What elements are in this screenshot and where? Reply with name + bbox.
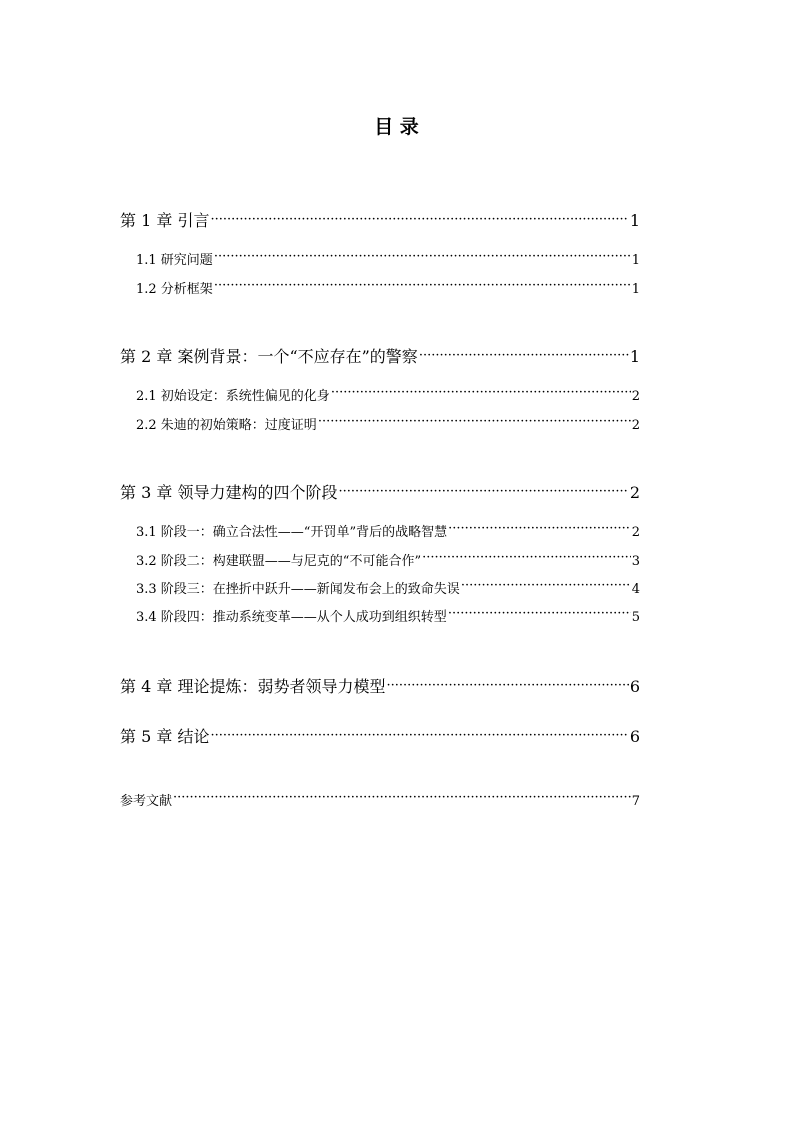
toc-section-2-2[interactable]: [136, 414, 640, 433]
toc-page-number: 6: [629, 677, 640, 696]
dot-leader: [448, 608, 631, 621]
toc-page-number: 7: [631, 794, 640, 809]
toc-section-label: 3.1 阶段一：确立合法性——“开罚单”背后的战略智慧: [136, 525, 448, 540]
toc-references-label: 参考文献: [120, 794, 173, 809]
dot-leader: [461, 580, 631, 593]
toc-section-3-1[interactable]: [136, 521, 640, 540]
toc-references[interactable]: [120, 790, 640, 809]
toc-section-3-2[interactable]: [136, 550, 640, 569]
dot-leader: [448, 523, 631, 536]
toc-section-1-2[interactable]: [136, 278, 640, 297]
toc-section-3-3[interactable]: [136, 578, 640, 597]
toc-page-number: 4: [631, 582, 640, 597]
toc-page-number: 2: [631, 525, 640, 540]
dot-leader: [214, 251, 631, 264]
dot-leader: [422, 552, 631, 565]
toc-page-number: 3: [631, 554, 640, 569]
dot-leader: [210, 726, 628, 742]
dot-leader: [210, 210, 628, 226]
dot-leader: [173, 792, 631, 805]
dot-leader: [318, 416, 631, 429]
toc-section-label: 3.2 阶段二：构建联盟——与尼克的“不可能合作”: [136, 554, 422, 569]
toc-page-number: 5: [631, 610, 640, 625]
toc-section-label: 3.4 阶段四：推动系统变革——从个人成功到组织转型: [136, 610, 447, 625]
toc-title: 目 录: [374, 116, 419, 138]
dot-leader: [419, 346, 629, 362]
toc-chapter-label: 第 2 章 案例背景：一个“不应存在”的警察: [120, 347, 418, 366]
toc-chapter-label: 第 4 章 理论提炼：弱势者领导力模型: [120, 677, 386, 696]
toc-page-number: 2: [629, 483, 640, 502]
dot-leader: [386, 676, 628, 692]
toc-chapter-4[interactable]: [120, 674, 640, 697]
toc-chapter-3[interactable]: [120, 480, 640, 503]
toc-page-number: 2: [631, 389, 640, 404]
toc-page-number: 1: [631, 253, 640, 268]
toc-page-number: 2: [631, 418, 640, 433]
dot-leader: [214, 280, 631, 293]
toc-section-1-1[interactable]: [136, 249, 640, 268]
toc-section-label: 3.3 阶段三：在挫折中跃升——新闻发布会上的致命失误: [136, 582, 460, 597]
toc-page-number: 1: [629, 347, 640, 366]
toc-page-number: 6: [629, 727, 640, 746]
toc-chapter-1[interactable]: [120, 208, 640, 231]
toc-section-3-4[interactable]: [136, 606, 640, 625]
toc-section-label: 1.1 研究问题: [136, 253, 213, 268]
toc-section-2-1[interactable]: [136, 385, 640, 404]
toc-section-label: 2.2 朱迪的初始策略：过度证明: [136, 418, 317, 433]
toc-section-label: 1.2 分析框架: [136, 282, 213, 297]
toc-page-number: 1: [631, 282, 640, 297]
toc-chapter-label: 第 3 章 领导力建构的四个阶段: [120, 483, 338, 502]
toc-chapter-5[interactable]: [120, 724, 640, 747]
toc-chapter-2[interactable]: [120, 344, 640, 367]
toc-chapter-label: 第 1 章 引言: [120, 211, 210, 230]
toc-page-number: 1: [629, 211, 640, 230]
toc-section-label: 2.1 初始设定：系统性偏见的化身: [136, 389, 330, 404]
toc-chapter-label: 第 5 章 结论: [120, 727, 210, 746]
dot-leader: [338, 482, 628, 498]
dot-leader: [331, 387, 631, 400]
